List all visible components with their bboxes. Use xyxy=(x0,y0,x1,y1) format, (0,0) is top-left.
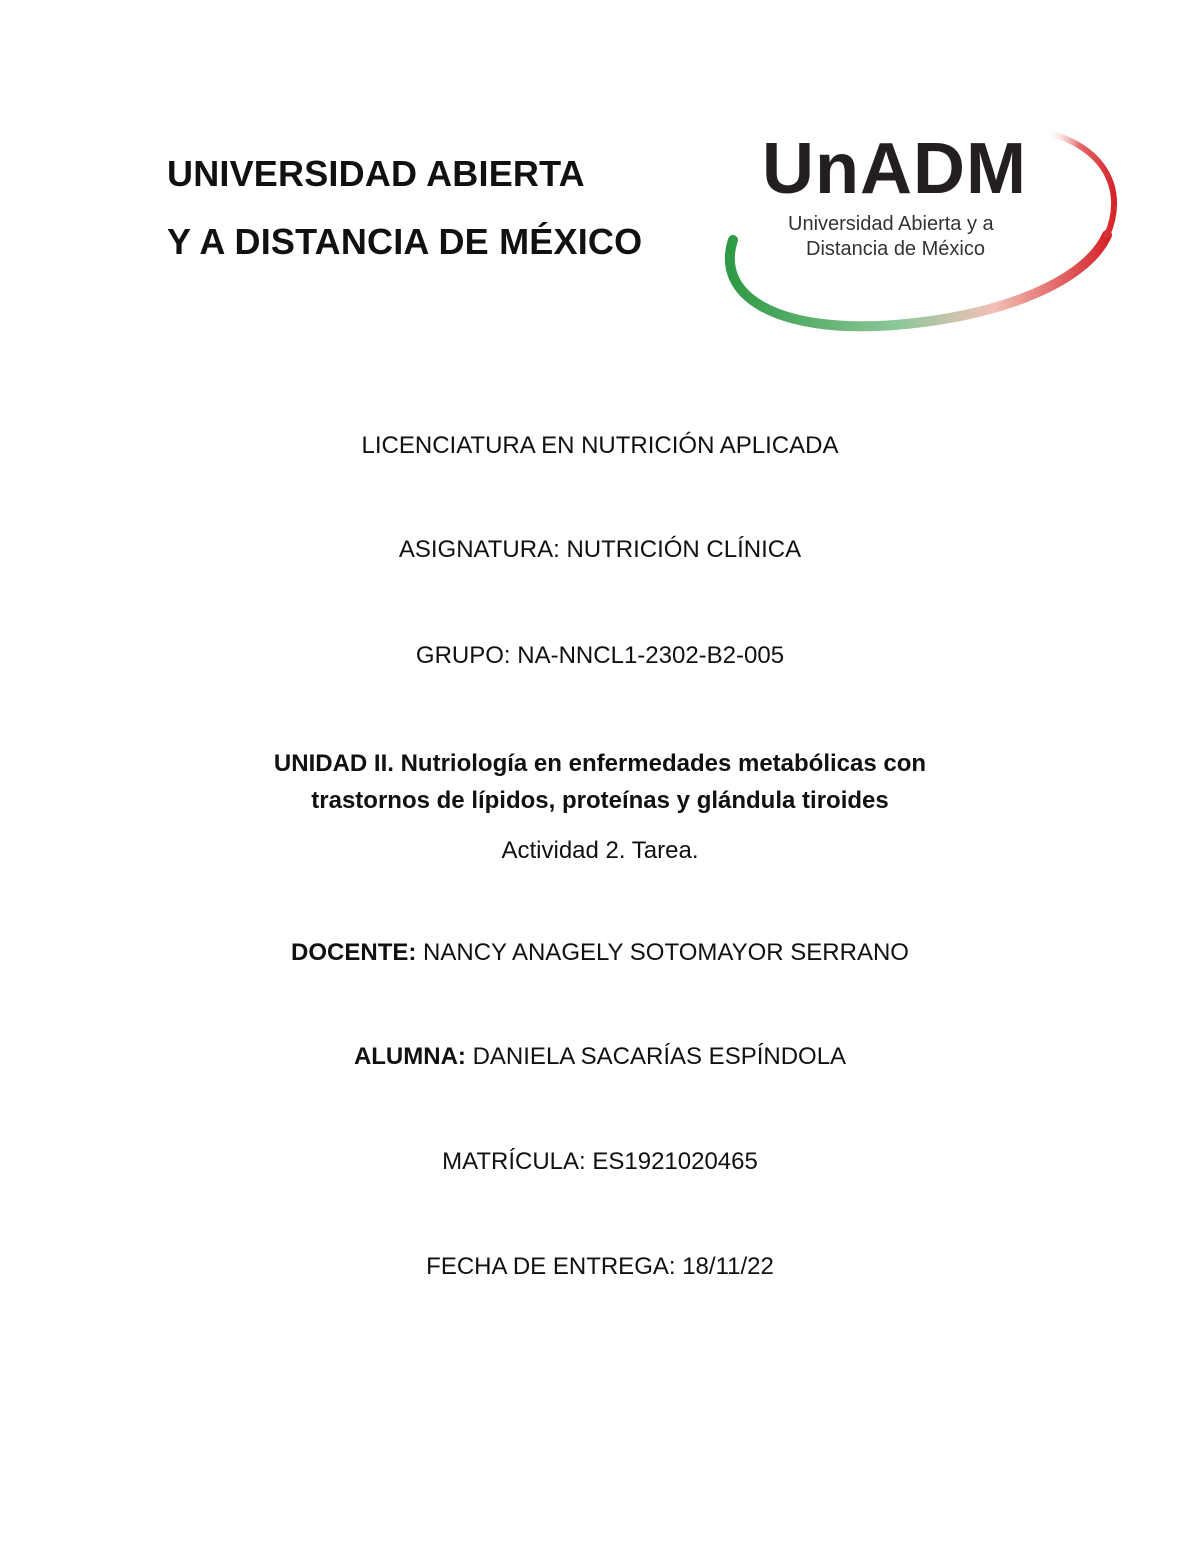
student-name: DANIELA SACARÍAS ESPÍNDOLA xyxy=(472,1043,847,1070)
logo-subtitle xyxy=(788,212,994,262)
teacher-name: NANCY ANAGELY SOTOMAYOR SERRANO xyxy=(423,939,909,966)
logo-wordmark: UnADM xyxy=(762,129,1027,209)
logo-subtitle-line1: Universidad Abierta y a xyxy=(788,213,994,235)
student-line xyxy=(0,1042,1200,1072)
enrollment-number: MATRÍCULA: ES1921020465 xyxy=(442,1148,758,1175)
university-title-line2: Y A DISTANCIA DE MÉXICO xyxy=(167,221,643,262)
teacher-line xyxy=(0,938,1200,968)
logo-subtitle-line2: Distancia de México xyxy=(806,238,985,260)
activity-name: Actividad 2. Tarea. xyxy=(501,837,699,864)
due-date: FECHA DE ENTREGA: 18/11/22 xyxy=(426,1253,774,1280)
university-title xyxy=(167,140,642,276)
university-title-line1: UNIVERSIDAD ABIERTA xyxy=(167,153,585,194)
degree-name: LICENCIATURA EN NUTRICIÓN APLICADA xyxy=(361,432,839,459)
teacher-label: DOCENTE: xyxy=(291,939,417,966)
group-code: GRUPO: NA-NNCL1-2302-B2-005 xyxy=(415,642,785,669)
unit-title-line2: trastornos de lípidos, proteínas y glándula tiroides xyxy=(311,787,889,814)
student-label: ALUMNA: xyxy=(353,1043,466,1070)
unit-title-line1: UNIDAD II. Nutriología en enfermedades metabólicas con xyxy=(273,750,927,777)
unit-title xyxy=(0,745,1200,819)
subject-name: ASIGNATURA: NUTRICIÓN CLÍNICA xyxy=(398,536,802,563)
unadm-logo xyxy=(715,120,1135,340)
